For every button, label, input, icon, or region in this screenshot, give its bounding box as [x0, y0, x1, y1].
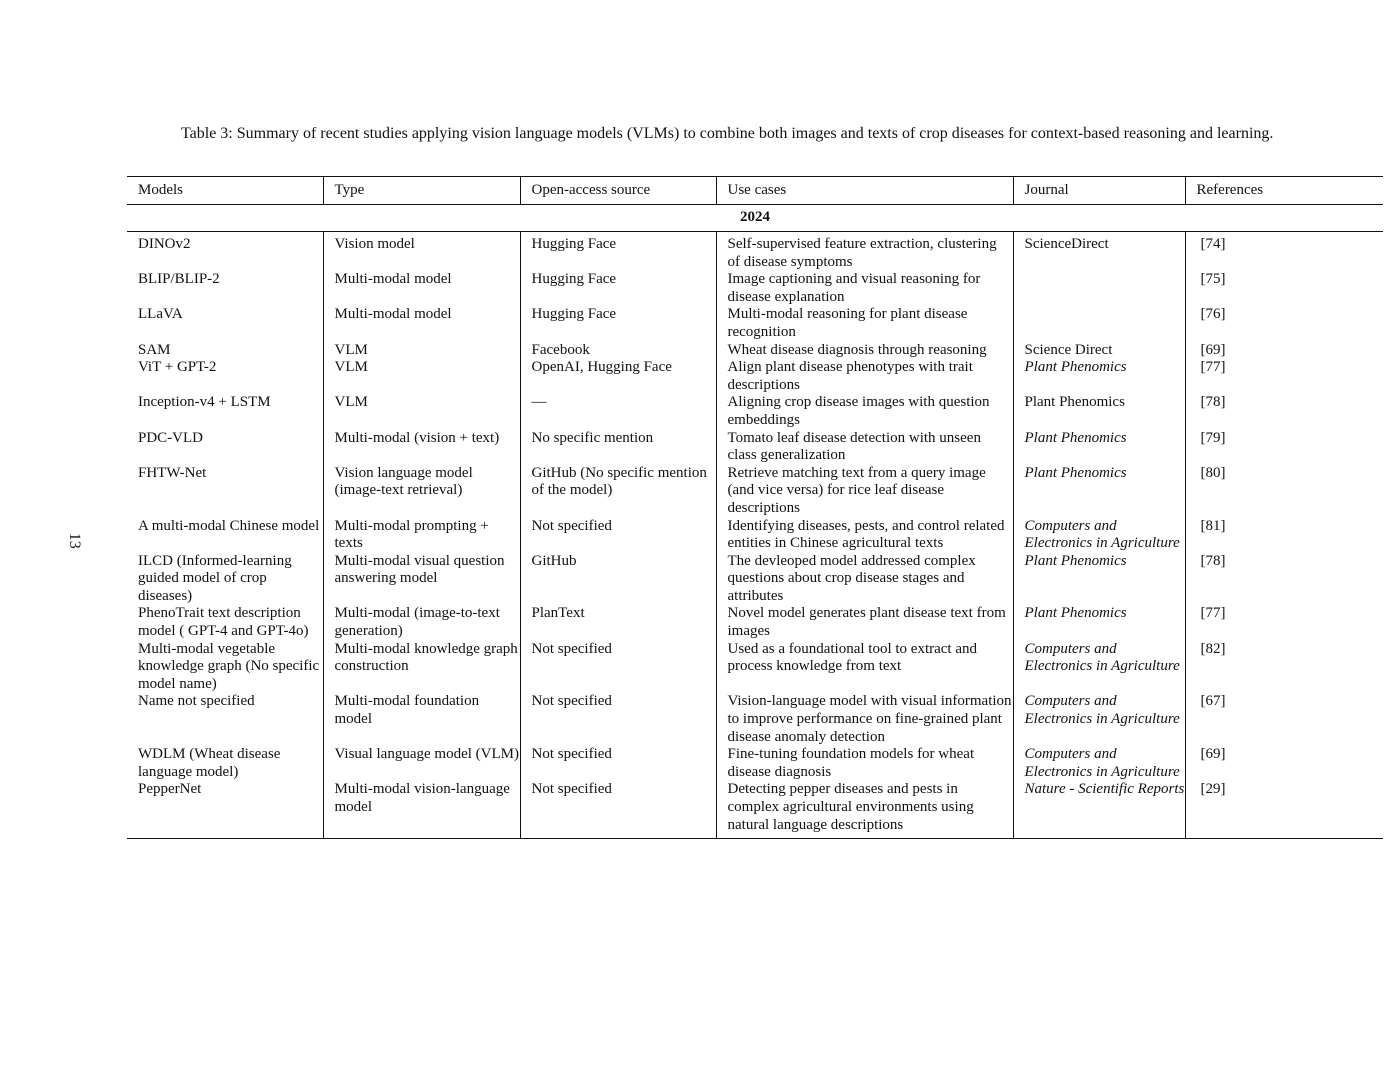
- cell-source: GitHub (No specific mention of the model): [520, 465, 716, 518]
- cell-model: Multi-modal vegetable knowledge graph (No specific model name): [138, 640, 320, 692]
- cell-reference: [76]: [1185, 306, 1383, 341]
- table-row: [127, 430, 1383, 465]
- table-row: [127, 342, 1383, 360]
- cell-use-case: Retrieve matching text from a query image (and vice versa) for rice leaf disease descriptions: [716, 465, 1013, 518]
- cell-source: PlanText: [520, 605, 716, 640]
- cell-model: BLIP/BLIP-2: [138, 271, 220, 288]
- cell-reference: [77]: [1185, 359, 1383, 394]
- cell-type: Multi-modal prompting + texts: [323, 518, 520, 553]
- cell-model: LLaVA: [138, 306, 183, 323]
- table-row: [127, 394, 1383, 429]
- cell-journal: Science Direct: [1013, 342, 1185, 360]
- cell-reference: [80]: [1185, 465, 1383, 518]
- cell-type: Multi-modal visual question answering model: [323, 553, 520, 606]
- cell-journal: Computers and Electronics in Agriculture: [1013, 518, 1185, 553]
- cell-journal: ScienceDirect: [1013, 236, 1185, 271]
- cell-use-case: Vision-language model with visual information to improve performance on fine-grained plant disease anomaly detection: [716, 693, 1013, 746]
- cell-journal: Plant Phenomics: [1013, 359, 1185, 394]
- table-row: [127, 641, 1383, 694]
- cell-type: Vision language model (image-text retrieval): [323, 465, 520, 518]
- cell-model: Inception-v4 + LSTM: [138, 394, 271, 411]
- cell-reference: [75]: [1185, 271, 1383, 306]
- cell-model: ILCD (Informed-learning guided model of crop diseases): [138, 552, 292, 604]
- cell-type: Multi-modal (image-to-text generation): [323, 605, 520, 640]
- cell-type: Multi-modal knowledge graph construction: [323, 641, 520, 694]
- table-row: [127, 271, 1383, 306]
- header-references: References: [1185, 177, 1383, 205]
- cell-model: PhenoTrait text description model ( GPT-4 and GPT-4o): [138, 605, 309, 640]
- cell-journal: Computers and Electronics in Agriculture: [1013, 746, 1185, 781]
- cell-model: PepperNet: [138, 781, 202, 798]
- cell-type: VLM: [323, 342, 520, 360]
- cell-type: Multi-modal vision-language model: [323, 781, 520, 838]
- cell-journal: Plant Phenomics: [1013, 605, 1185, 640]
- cell-source: Hugging Face: [520, 271, 716, 306]
- cell-type: VLM: [323, 394, 520, 429]
- cell-use-case: The devleoped model addressed complex questions about crop disease stages and attributes: [716, 553, 1013, 606]
- cell-type: Multi-modal model: [323, 306, 520, 341]
- cell-source: Not specified: [520, 693, 716, 746]
- cell-type: Multi-modal foundation model: [323, 693, 520, 746]
- table-row: [127, 781, 1383, 838]
- cell-use-case: Detecting pepper diseases and pests in complex agricultural environments using natural language descriptions: [716, 781, 1013, 838]
- cell-source: Hugging Face: [520, 306, 716, 341]
- header-use-cases: Use cases: [716, 177, 1013, 205]
- cell-journal: Plant Phenomics: [1013, 553, 1185, 606]
- cell-journal: Plant Phenomics: [1013, 430, 1185, 465]
- cell-source: Not specified: [520, 746, 716, 781]
- cell-use-case: Image captioning and visual reasoning for disease explanation: [716, 271, 1013, 306]
- table-row: [127, 306, 1383, 341]
- table-row: [127, 518, 1383, 553]
- cell-model: PDC-VLD: [138, 429, 204, 446]
- cell-reference: [78]: [1185, 553, 1383, 606]
- cell-type: VLM: [323, 359, 520, 394]
- cell-journal: [1013, 271, 1185, 306]
- cell-source: GitHub: [520, 553, 716, 606]
- cell-model: A multi-modal Chinese model: [138, 517, 320, 534]
- cell-journal: Plant Phenomics: [1013, 465, 1185, 518]
- header-journal: Journal: [1013, 177, 1185, 205]
- cell-use-case: Wheat disease diagnosis through reasoning: [716, 342, 1013, 360]
- table-row: [127, 236, 1383, 271]
- cell-source: Not specified: [520, 641, 716, 694]
- cell-use-case: Multi-modal reasoning for plant disease recognition: [716, 306, 1013, 341]
- table-row: [127, 693, 1383, 746]
- cell-journal: Nature - Scientific Reports: [1013, 781, 1185, 838]
- cell-type: Visual language model (VLM): [323, 746, 520, 781]
- cell-reference: [81]: [1185, 518, 1383, 553]
- cell-model: FHTW-Net: [138, 464, 207, 481]
- table-row: [127, 465, 1383, 518]
- cell-reference: [82]: [1185, 641, 1383, 694]
- cell-model: SAM: [138, 341, 171, 358]
- cell-journal: Computers and Electronics in Agriculture: [1013, 641, 1185, 694]
- cell-reference: [74]: [1185, 236, 1383, 271]
- cell-use-case: Self-supervised feature extraction, clustering of disease symptoms: [716, 236, 1013, 271]
- cell-model: DINOv2: [138, 236, 191, 252]
- vlm-studies-table: [127, 176, 1383, 839]
- cell-source: —: [520, 394, 716, 429]
- cell-source: Not specified: [520, 781, 716, 838]
- cell-use-case: Tomato leaf disease detection with unseen class generalization: [716, 430, 1013, 465]
- cell-use-case: Identifying diseases, pests, and control related entities in Chinese agricultural texts: [716, 518, 1013, 553]
- cell-reference: [77]: [1185, 605, 1383, 640]
- year-label: 2024: [127, 205, 1383, 232]
- table-row: [127, 605, 1383, 640]
- year-row: [127, 205, 1383, 232]
- cell-reference: [67]: [1185, 693, 1383, 746]
- cell-source: Facebook: [520, 342, 716, 360]
- cell-journal: [1013, 306, 1185, 341]
- table-caption: Table 3: Summary of recent studies applying vision language models (VLMs) to combine both images and texts of crop diseases for context-based reasoning and learning.: [181, 125, 1274, 142]
- cell-type: Vision model: [323, 236, 520, 271]
- cell-use-case: Used as a foundational tool to extract and process knowledge from text: [716, 641, 1013, 694]
- header-type: Type: [323, 177, 520, 205]
- cell-journal: Computers and Electronics in Agriculture: [1013, 693, 1185, 746]
- cell-use-case: Fine-tuning foundation models for wheat disease diagnosis: [716, 746, 1013, 781]
- table-row: [127, 553, 1383, 606]
- cell-type: Multi-modal model: [323, 271, 520, 306]
- cell-use-case: Aligning crop disease images with question embeddings: [716, 394, 1013, 429]
- cell-reference: [69]: [1185, 342, 1383, 360]
- cell-source: No specific mention: [520, 430, 716, 465]
- cell-use-case: Align plant disease phenotypes with trait descriptions: [716, 359, 1013, 394]
- cell-journal: Plant Phenomics: [1013, 394, 1185, 429]
- cell-model: ViT + GPT-2: [138, 359, 217, 376]
- header-models: Models: [138, 181, 183, 198]
- cell-model: WDLM (Wheat disease language model): [138, 746, 281, 780]
- header-source: Open-access source: [520, 177, 716, 205]
- cell-source: Hugging Face: [520, 236, 716, 271]
- table-row: [127, 359, 1383, 394]
- cell-reference: [29]: [1185, 781, 1383, 838]
- page-number: 13: [65, 532, 83, 549]
- cell-model: Name not specified: [138, 693, 255, 710]
- cell-reference: [78]: [1185, 394, 1383, 429]
- cell-reference: [69]: [1185, 746, 1383, 781]
- cell-source: Not specified: [520, 518, 716, 553]
- cell-source: OpenAI, Hugging Face: [520, 359, 716, 394]
- cell-use-case: Novel model generates plant disease text from images: [716, 605, 1013, 640]
- cell-type: Multi-modal (vision + text): [323, 430, 520, 465]
- cell-reference: [79]: [1185, 430, 1383, 465]
- header-row: [127, 177, 1383, 205]
- table-row: [127, 746, 1383, 781]
